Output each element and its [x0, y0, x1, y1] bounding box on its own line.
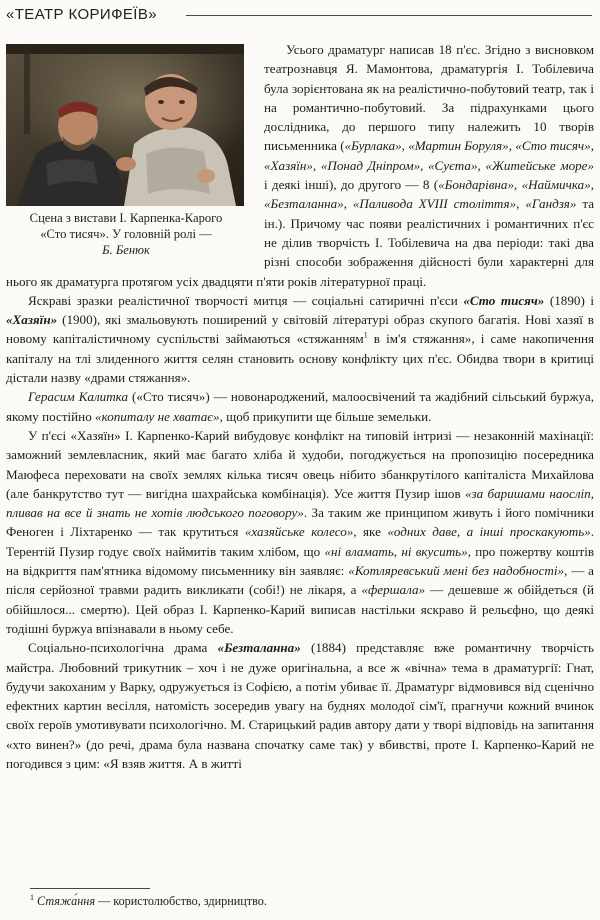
emphasis-text: «Сто тисяч»	[463, 292, 545, 308]
text-run: . Терентій Пузир годує своїх наймитів таким хлібом, що	[6, 524, 594, 559]
text-run: , яке	[353, 524, 388, 540]
paragraph	[6, 387, 594, 426]
text-run: — дешевше ж обійдеться (й обійшлося... смертю). Цей образ І. Карпенко-Карий виписав настільки яскраво й рельєфно, що деякі тодішні буржуа впізнавали в ньому себе.	[6, 582, 594, 636]
text-run: (1884) представляє вже романтичну творчість майстра. Любовний трикутник – хоч і не дуже оригінальна, а все ж «вічна» тема в драматургії: Гнат, будучи закоханим у Варку, одружується із Софією, а потім убиває її. Драматург відмовився від сценічно ефектних картин весілля, натомість зосередив увагу на буднях молодої сім'ї, прагнучи кожний вчинок своїх героїв умотивувати психологічно. М. Старицький радив автору дати у творі відповідь на запитання «хто винен?» (до речі, драма була названа спочатку саме так) у вбивстві, проте І. Карпенко-Карий не погодився з цим: «Я взяв життя. А в житті	[6, 640, 594, 771]
text-run: і деякі інші), до другого — 8 (	[264, 177, 439, 193]
text-run: ,	[514, 177, 522, 193]
text-run: та ін.). Причому час появи реалістичних і романтичних п'єс не ділив творчість І. Тобілевича на два періоди: такі два різні способи зображення дійсності були характерні для нього як драматурга протягом усіх двадцяти п'яти років літературної праці.	[6, 196, 595, 289]
emphasis-text: «Бурлака»	[344, 138, 402, 154]
emphasis-text: «Безталанна»	[217, 640, 301, 656]
text-run: («Сто тисяч») — новонароджений, малоосвічений та жадібний сільський буржуа, якому постійно	[6, 389, 594, 424]
emphasis-text: «одних даве, а інші проскакують»	[387, 524, 591, 540]
emphasis-text: «Суєта»	[428, 157, 478, 173]
text-run: Соціально-психологічна драма	[28, 640, 218, 656]
text-run: ,	[477, 157, 486, 173]
paragraph	[6, 426, 594, 638]
emphasis-text: «Сто тисяч»	[515, 138, 591, 154]
footnote-definition: — користолюбство, здирництво.	[95, 894, 267, 909]
emphasis-text: «Бондарівна»	[438, 177, 515, 193]
text-run: ,	[516, 196, 526, 212]
header-rule	[186, 15, 592, 16]
emphasis-text: «Понад Дніпром»	[320, 157, 421, 173]
footnote	[30, 893, 267, 909]
footnote-ref: 1	[363, 331, 368, 341]
emphasis-text: «Мартин Боруля»	[408, 138, 509, 154]
emphasis-text: «Гандзя»	[525, 196, 577, 212]
text-run: У п'єсі «Хазяїн» І. Карпенко-Карий вибудовує конфлікт на типовій інтризі — незаконній махінації: заможний землевласник, який має багато хліба й худоби, погоджується на пропозицію посередника Маюфеса переховати на своїх землях кілька тисяч овець нібито збанкрутілого капіталіста Михайлова (але банкрутство тут — вигідна шахрайська комбінація). Усе життя Пузир ішов	[6, 427, 594, 501]
text-run: ,	[420, 157, 428, 173]
emphasis-text: «Хазяїн»	[264, 157, 313, 173]
emphasis-text: «Житейське море»	[485, 157, 595, 173]
text-run: , про пожертву коштів на відкриття пам'ятника відомому письменнику він заявляє:	[6, 543, 595, 579]
text-run: . За таким же принципом живуть і його помічники Феноген і Ліхтаренко — так крутиться	[6, 505, 594, 540]
emphasis-text: «Паливода XVIII століття»	[352, 196, 517, 212]
caption-author: Б. Бенюк	[102, 243, 150, 257]
emphasis-text: «Хазяїн»	[6, 312, 58, 328]
emphasis-text: «Безталанна»	[264, 196, 344, 212]
figure-space	[6, 40, 264, 264]
footnote-term: Стяжа́ння	[37, 894, 95, 909]
text-run: (1900), які змальовують поширений у світовій літературі образ скупого багатія. Нові хазяї в новому капіталістичному суспільстві займаються «стяжанням	[6, 312, 594, 347]
article-body	[6, 40, 594, 773]
emphasis-text: «Наймичка»	[521, 177, 591, 193]
text-run: ,	[343, 196, 353, 212]
emphasis-text: «фершала»	[361, 582, 426, 598]
emphasis-text: «за баришами наосліп, пливав на все й знать не хотів людського поговору»	[6, 485, 594, 521]
text-run: ,	[401, 138, 409, 154]
text-run: ,	[590, 138, 595, 154]
emphasis-text: «Котляревський мені без надобності»	[348, 563, 565, 579]
text-run: , щоб прикупити ще більше земельки.	[219, 408, 432, 424]
caption-line: Сцена з вистави І. Карпенка-Карого	[29, 211, 223, 225]
running-header	[6, 3, 592, 29]
section-title: «ТЕАТР КОРИФЕЇВ»	[6, 6, 158, 23]
text-run: Яскраві зразки реалістичної творчості митця — соціальні сатиричні п'єси	[28, 292, 464, 308]
text-run: , — а після серйозної травми радить викликати (собі!) не лікаря, а	[6, 563, 594, 598]
paragraph	[6, 638, 594, 773]
emphasis-text: «ні вламать, ні вкусить»	[324, 543, 468, 559]
footnote-number: 1	[30, 893, 34, 902]
paragraph	[6, 291, 594, 387]
text-run: в ім'я стяжання», і саме накопичення капіталу на тлі злиденного життя селян становить основу конфлікту цих п'єс. Обидва твори в критиці дістали назву «драми стяжання».	[6, 331, 594, 386]
emphasis-text: Герасим Калитка	[28, 389, 129, 405]
footnote-rule	[30, 888, 150, 889]
caption-line: «Сто тисяч». У головній ролі —	[40, 227, 212, 241]
emphasis-text: «хазяйське колесо»	[244, 524, 354, 540]
text-run: (1890) і	[544, 292, 595, 308]
text-run: ,	[590, 177, 595, 193]
text-run: ,	[312, 157, 321, 173]
text-run: ,	[508, 138, 516, 154]
text-run: Усього драматург написав 18 п'єс. Згідно з висновком театрознавця Я. Мамонтова, драматургія І. Тобілевича була зорієнтована як на реалістично-побутовий театр, так і на романтично-побутовий. За підрахунками цього дослідника, до першого типу належить 10 творів письменника (	[264, 42, 594, 154]
emphasis-text: «копиталу не хватає»	[95, 408, 220, 424]
